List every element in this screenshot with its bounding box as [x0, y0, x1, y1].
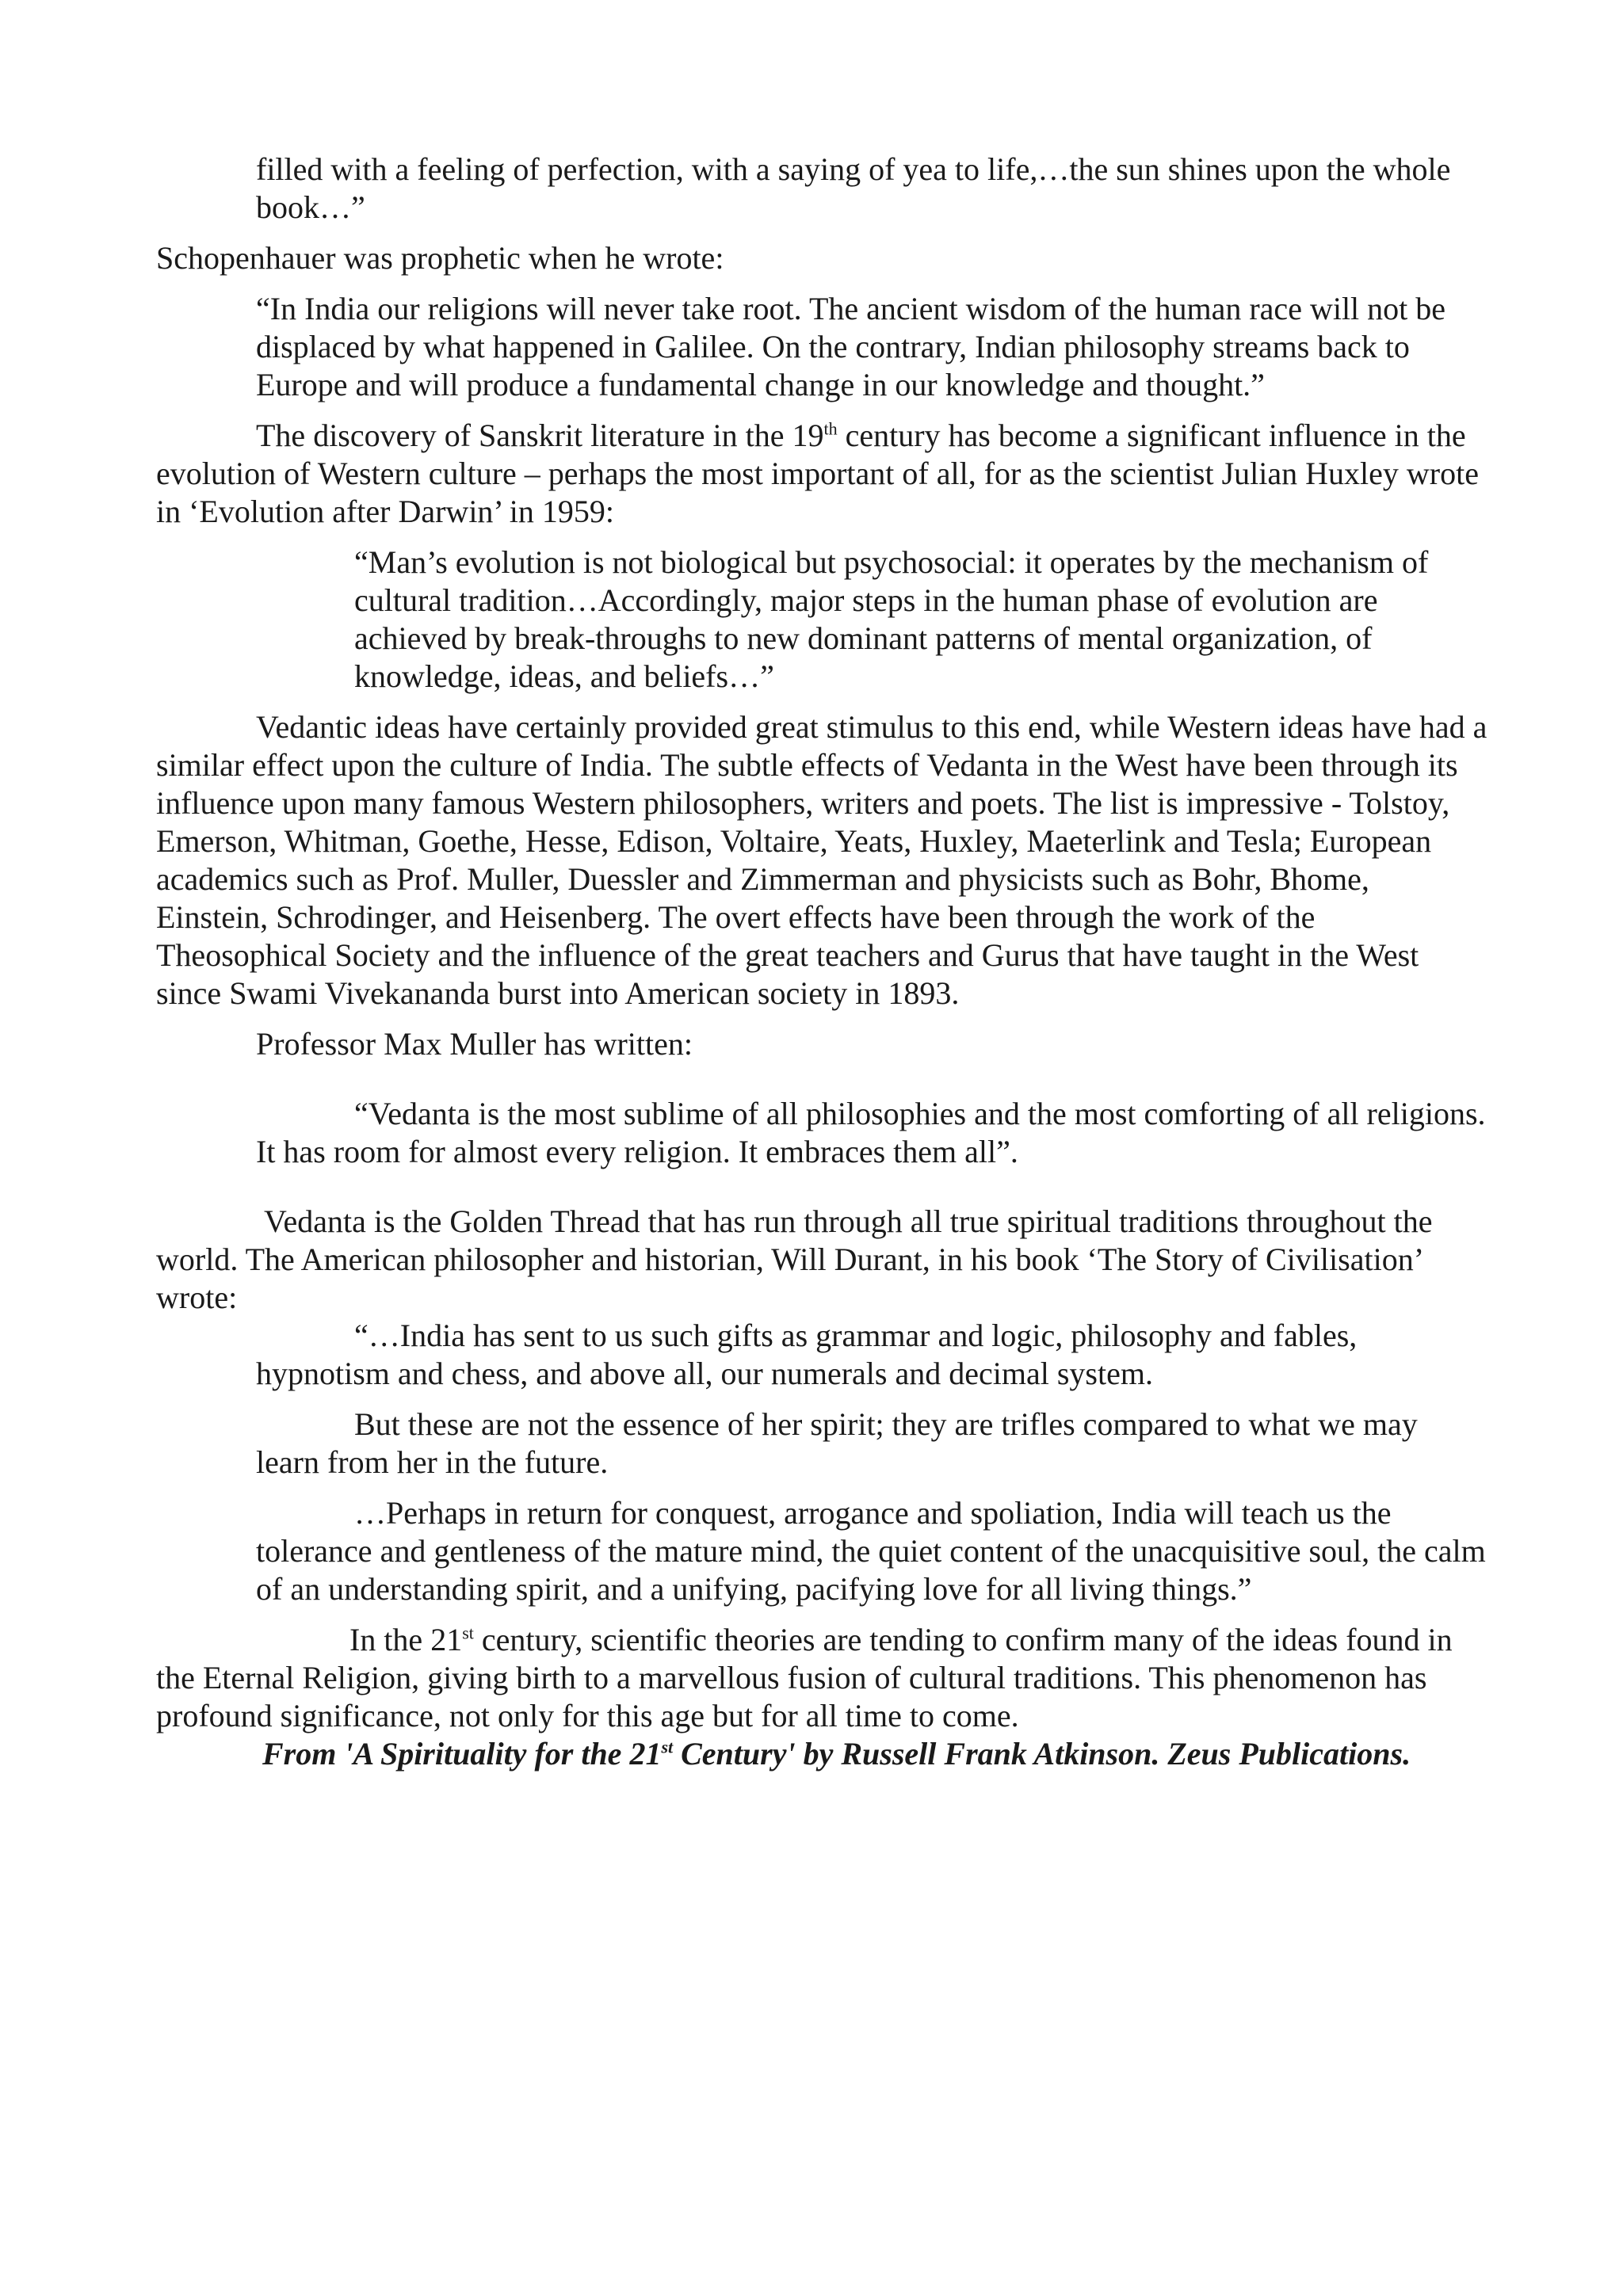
source-superscript-st: st: [661, 1737, 674, 1757]
source-citation-start: From 'A Spirituality for the 21: [262, 1736, 662, 1772]
durant-quote-part-2: But these are not the essence of her spirit; they are trifles compared to what we may learn from her in the future.: [256, 1406, 1418, 1480]
nietzsche-quote-continuation: filled with a feeling of perfection, with a saying of yea to life,…the sun shines upon the whole book…”: [256, 151, 1451, 225]
twenty-first-century-paragraph: [156, 1621, 1487, 1735]
vedantic-ideas-paragraph: Vedantic ideas have certainly provided great stimulus to this end, while Western ideas have had a similar effect upon the culture of India. The subtle effects of Vedanta in the West have been through its influence upon many famous Western philosophers, writers and poets. The list is impressive - Tolstoy, Emerson, Whitman, Goethe, Hesse, Edison, Voltaire, Yeats, Huxley, Maeterlink and Tesla; European academics such as Prof. Muller, Duessler and Zimmerman and physicists such as Bohr, Bhome, Einstein, Schrodinger, and Heisenberg. The overt effects have been through the work of the Theosophical Society and the influence of the great teachers and Gurus that have taught in the West since Swami Vivekananda burst into American society in 1893.: [156, 709, 1487, 1011]
source-citation: [262, 1735, 1487, 1773]
max-muller-quote: “Vedanta is the most sublime of all philosophies and the most comforting of all religions. It has room for almost every religion. It embraces them all”.: [256, 1096, 1486, 1169]
twenty-first-paragraph-end: century, scientific theories are tending to confirm many of the ideas found in the Eternal Religion, giving birth to a marvellous fusion of cultural traditions. This phenomenon has profound significance, not only for this age but for all time to come.: [156, 1622, 1453, 1733]
huxley-quote: “Man’s evolution is not biological but psychosocial: it operates by the mechanism of cultural tradition…Accordingly, major steps in the human phase of evolution are achieved by break-throughs to new dominant patterns of mental organization, of knowledge, ideas, and beliefs…”: [354, 544, 1429, 694]
source-citation-end: Century' by Russell Frank Atkinson. Zeus Publications.: [673, 1736, 1411, 1772]
schopenhauer-intro: Schopenhauer was prophetic when he wrote:: [156, 240, 724, 276]
golden-thread-paragraph: Vedanta is the Golden Thread that has run through all true spiritual traditions throughout the world. The American philosopher and historian, Will Durant, in his book ‘The Story of Civilisation’ wrote:: [156, 1203, 1433, 1315]
durant-quote-part-3: …Perhaps in return for conquest, arrogance and spoliation, India will teach us the tolerance and gentleness of the mature mind, the quiet content of the unacquisitive soul, the calm of an understanding spirit, and a unifying, pacifying love for all living things.”: [256, 1495, 1486, 1607]
twenty-first-paragraph-start: In the 21: [349, 1622, 463, 1657]
sanskrit-paragraph: [156, 417, 1487, 531]
schopenhauer-quote: “In India our religions will never take root. The ancient wisdom of the human race will not be displaced by what happened in Galilee. On the contrary, Indian philosophy streams back to Europe and will produce a fundamental change in our knowledge and thought.”: [256, 291, 1446, 402]
document-page: [156, 151, 1487, 1773]
superscript-st: st: [462, 1623, 474, 1643]
superscript-th: th: [823, 418, 838, 439]
durant-quote-part-1: “…India has sent to us such gifts as grammar and logic, philosophy and fables, hypnotism and chess, and above all, our numerals and decimal system.: [256, 1318, 1358, 1391]
max-muller-intro: Professor Max Muller has written:: [256, 1026, 693, 1062]
sanskrit-paragraph-start: The discovery of Sanskrit literature in the 19: [256, 418, 824, 453]
sanskrit-paragraph-end: century has become a significant influence in the evolution of Western culture – perhaps the most important of all, for as the scientist Julian Huxley wrote in ‘Evolution after Darwin’ in 1959:: [156, 418, 1479, 529]
